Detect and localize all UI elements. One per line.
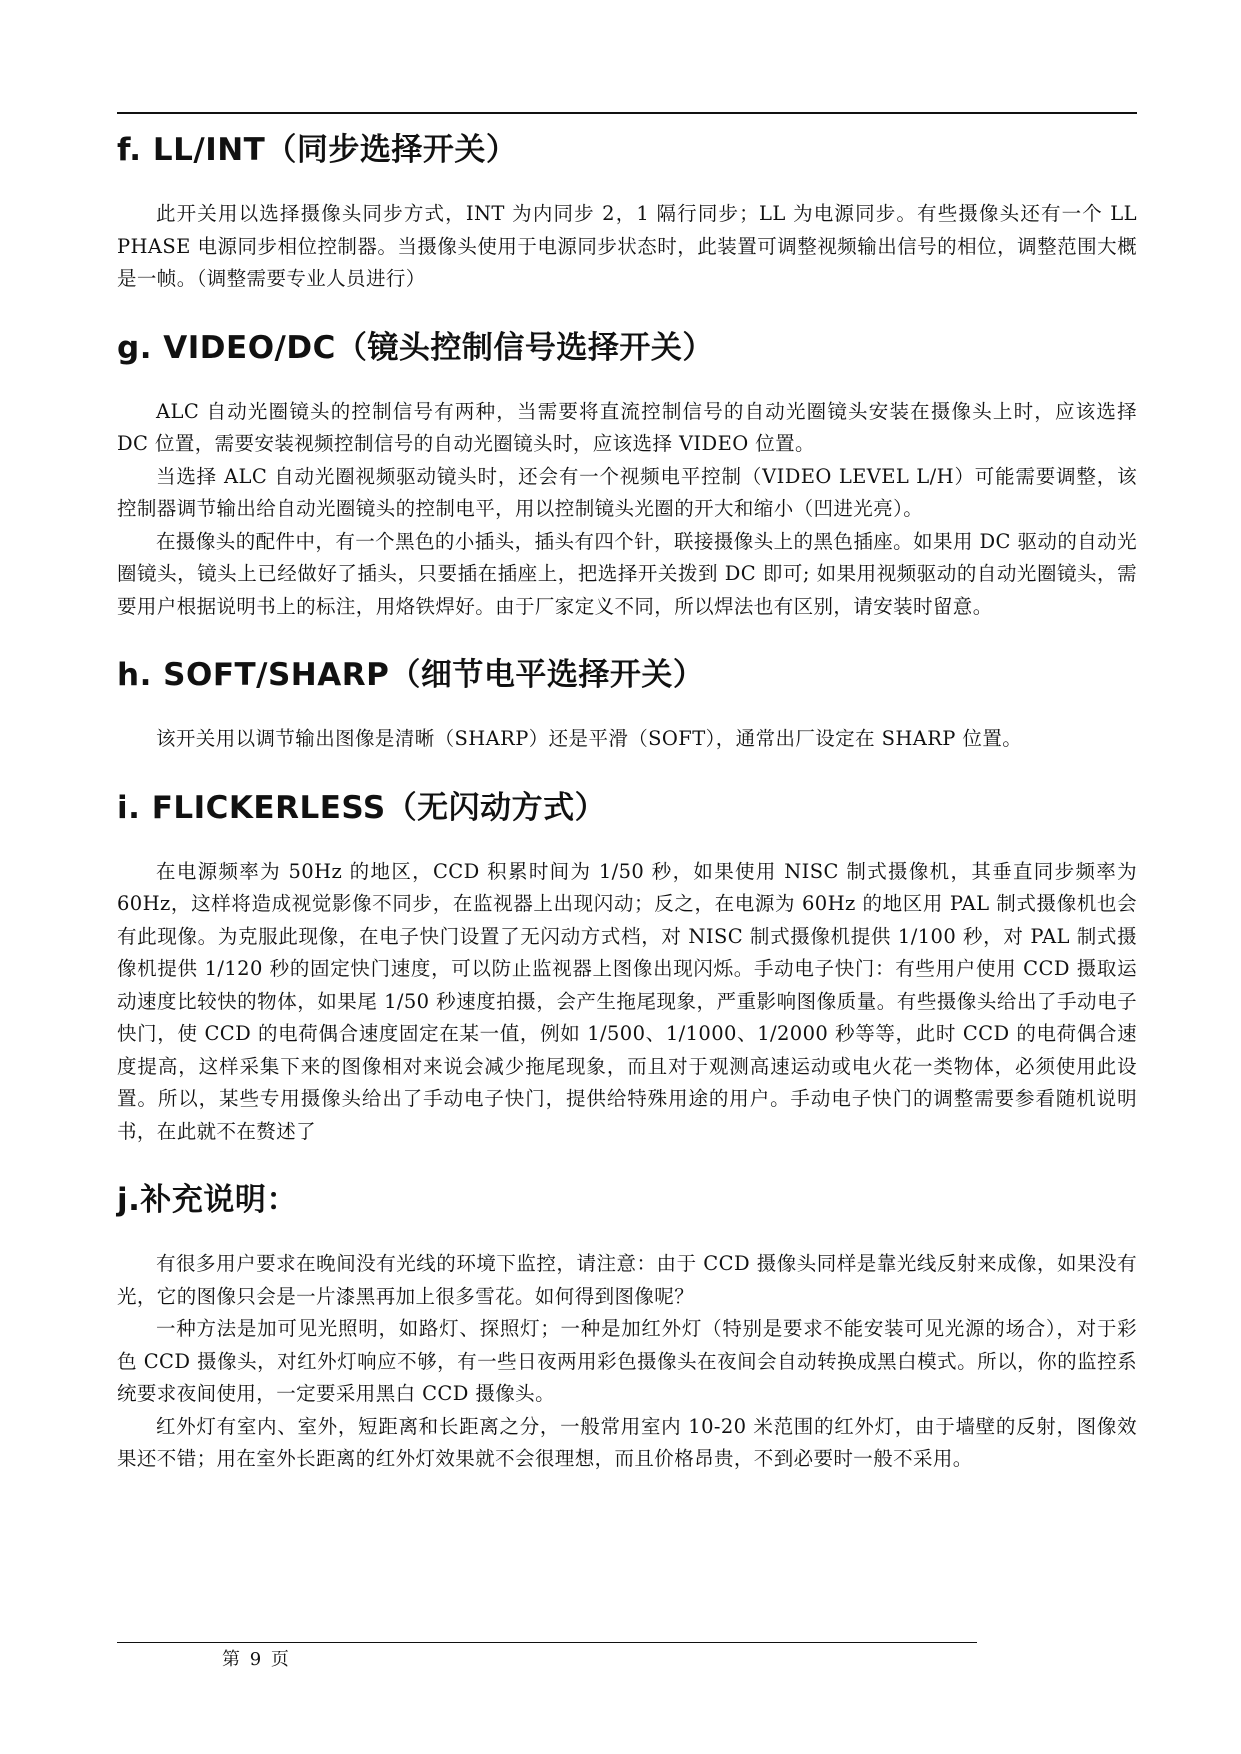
paragraph: 该开关用以调节输出图像是清晰（SHARP）还是平滑（SOFT），通常出厂设定在 SHARP 位置。 [156, 727, 1023, 750]
section-heading: f. LL/INT（同步选择开关） [117, 132, 518, 168]
paragraph: 红外灯有室内、室外，短距离和长距离之分，一般常用室内 10-20 米范围的红外灯，由于墙壁的反射，图像效果还不错；用在室外长距离的红外灯效果就不会很理想，而且价格昂贵，不到必要时一般不采用。 [117, 1414, 1137, 1470]
section-gap [117, 296, 1137, 326]
footer-rule [117, 1642, 977, 1643]
paragraph: 有很多用户要求在晚间没有光线的环境下监控，请注意：由于 CCD 摄像头同样是靠光线反射来成像，如果没有光，它的图像只会是一片漆黑再加上很多雪花。如何得到图像呢？ [117, 1252, 1137, 1308]
header-rule [117, 112, 1137, 114]
section-heading: i. FLICKERLESS（无闪动方式） [117, 789, 607, 826]
document-body [117, 128, 1137, 1476]
section-video-dc [117, 326, 1137, 624]
paragraph: 在摄像头的配件中，有一个黑色的小插头，插头有四个针，联接摄像头上的黑色插座。如果用 DC 驱动的自动光圈镜头，镜头上已经做好了插头，只要插在插座上，把选择开关拨到 DC 即可; 如果用视频驱动的自动光圈镜头，需要用户根据说明书上的标注，用烙铁焊好。由于厂家定义不同，所以焊法也有区别，请安装时留意。 [117, 529, 1137, 618]
page-number: 第 9 页 [222, 1649, 291, 1670]
section-heading: h. SOFT/SHARP（细节电平选择开关） [117, 657, 705, 693]
paragraph: 一种方法是加可见光照明，如路灯、探照灯；一种是加红外灯（特别是要求不能安装可见光源的场合），对于彩色 CCD 摄像头，对红外灯响应不够，有一些日夜两用彩色摄像头在夜间会自动转换成黑白模式。所以，你的监控系统要求夜间使用，一定要采用黑白 CCD 摄像头。 [117, 1317, 1137, 1405]
section-ll-int [117, 128, 1137, 296]
paragraph: 此开关用以选择摄像头同步方式，INT 为内同步 2，1 隔行同步；LL 为电源同步。有些摄像头还有一个 LL PHASE 电源同步相位控制器。当摄像头使用于电源同步状态时，此装置可调整视频输出信号的相位，调整范围大概是一帧。（调整需要专业人员进行） [117, 202, 1137, 290]
section-supplement [117, 1178, 1137, 1476]
section-heading: j.补充说明： [117, 1182, 298, 1218]
section-heading: g. VIDEO/DC（镜头控制信号选择开关） [117, 329, 714, 366]
paragraph: ALC 自动光圈镜头的控制信号有两种，当需要将直流控制信号的自动光圈镜头安装在摄像头上时，应该选择 DC 位置，需要安装视频控制信号的自动光圈镜头时，应该选择 VIDEO 位置。 [117, 399, 1137, 455]
paragraph: 在电源频率为 50Hz 的地区，CCD 积累时间为 1/50 秒，如果使用 NISC 制式摄像机，其垂直同步频率为 60Hz，这样将造成视觉影像不同步，在监视器上出现闪动；反之，在电源为 60Hz 的地区用 PAL 制式摄像机也会有此现像。为克服此现像，在电子快门设置了无闪动方式档，对 NISC 制式摄像机提供 1/100 秒，对 PAL 制式摄像机提供 1/120 秒的固定快门速度，可以防止监视器上图像出现闪烁。手动电子快门：有些用户使用 CCD 摄取运动速度比较快的物体，如果尾 1/50 秒速度拍摄，会产生拖尾现象，严重影响图像质量。有些摄像头给出了手动电子快门，使 CCD 的电荷偶合速度固定在某一值，例如 1/500、1/1000、1/2000 秒等等，此时 CCD 的电荷偶合速度提高，这样采集下来的图像相对来说会减少拖尾现象，而且对于观测高速运动或电火花一类物体，必须使用此设置。所以，某些专用摄像头给出了手动电子快门，提供给特殊用途的用户。手动电子快门的调整需要参看随机说明书，在此就不在赘述了 [117, 859, 1137, 1143]
paragraph: 当选择 ALC 自动光圈视频驱动镜头时，还会有一个视频电平控制（VIDEO LEVEL L/H）可能需要调整，该控制器调节输出给自动光圈镜头的控制电平，用以控制镜头光圈的开大和缩小（凹进光亮）。 [117, 464, 1137, 520]
section-gap [117, 756, 1137, 786]
section-gap [117, 623, 1137, 653]
section-soft-sharp [117, 653, 1137, 756]
section-gap [117, 1148, 1137, 1178]
section-flickerless [117, 786, 1137, 1149]
